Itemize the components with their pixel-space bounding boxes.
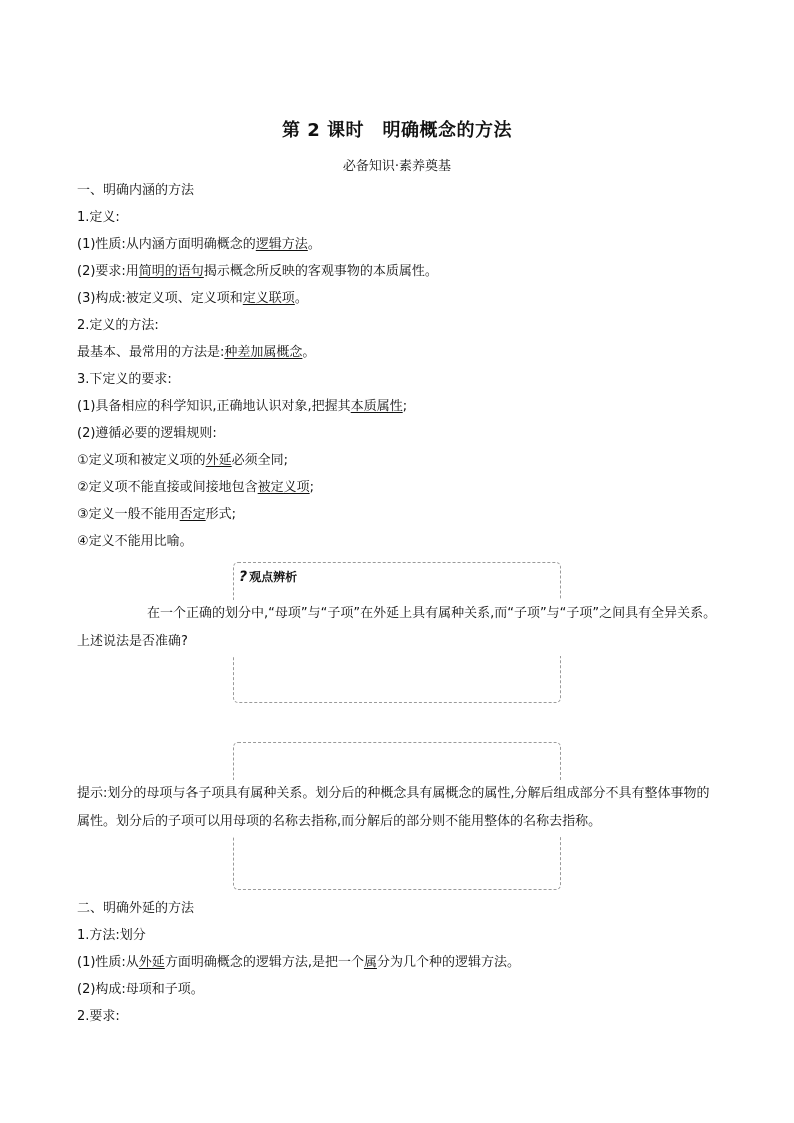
section-heading-intension: 一、明确内涵的方法 (77, 183, 195, 198)
page-subtitle: 必备知识·素养奠基 (342, 159, 452, 174)
text: ; (309, 480, 315, 495)
text: 。 (307, 237, 321, 252)
definition-requirement (77, 264, 438, 280)
definition-method-title: 2.定义的方法: (77, 318, 159, 333)
rule-1 (77, 453, 288, 469)
section-heading-extension: 二、明确外延的方法 (77, 901, 195, 916)
viewpoint-label (239, 568, 297, 585)
text: 观点辨析 (249, 570, 298, 584)
text: 。 (302, 345, 316, 360)
hint-text: 提示:划分的母项与各子项具有属种关系。划分后的种概念具有属概念的属性,分解后组成部分不具有整体事物的属性。划分后的子项可以用母项的名称去指称,而分解后的部分则不能用整体的名称去指称。 (77, 780, 717, 836)
underlined-term: 外延 (138, 955, 165, 970)
text: 形式; (205, 507, 237, 522)
text: 揭示概念所反映的客观事物的本质属性。 (203, 264, 438, 279)
requirement-1 (77, 399, 407, 415)
underlined-term: 否定 (179, 507, 206, 522)
division-requirements-title: 2.要求: (77, 1009, 120, 1024)
rule-4: ④定义不能用比喻。 (77, 534, 193, 549)
text: (2)要求:用 (77, 264, 139, 279)
text: ; (402, 399, 408, 414)
text: ③定义一般不能用 (77, 507, 180, 522)
definition-method (77, 345, 315, 361)
underlined-term: 逻辑方法 (255, 237, 308, 252)
underlined-term: 定义联项 (242, 291, 295, 306)
definition-requirements-title: 3.下定义的要求: (77, 372, 172, 387)
underlined-term: 简明的语句 (138, 264, 204, 279)
text: 方面明确概念的逻辑方法,是把一个 (164, 955, 364, 970)
definition-title: 1.定义: (77, 210, 120, 225)
division-method-title: 1.方法:划分 (77, 928, 146, 943)
text: 。 (294, 291, 308, 306)
underlined-term: 外延 (205, 453, 232, 468)
underlined-term: 种差加属概念 (224, 345, 303, 360)
underlined-term: 被定义项 (257, 480, 310, 495)
underlined-term: 本质属性 (350, 399, 403, 414)
text: ①定义项和被定义项的 (77, 453, 206, 468)
text: 最基本、最常用的方法是: (77, 345, 225, 360)
text: (1)性质:从内涵方面明确概念的 (77, 237, 256, 252)
underlined-term: 属 (363, 955, 377, 970)
division-structure: (2)构成:母项和子项。 (77, 982, 204, 997)
rule-3 (77, 507, 236, 523)
text: (1)性质:从 (77, 955, 139, 970)
rule-2 (77, 480, 314, 496)
text: 分为几个种的逻辑方法。 (376, 955, 520, 970)
division-nature (77, 955, 520, 971)
definition-nature (77, 237, 321, 253)
requirement-2: (2)遵循必要的逻辑规则: (77, 426, 217, 441)
text: ②定义项不能直接或间接地包含 (77, 480, 258, 495)
text: (1)具备相应的科学知识,正确地认识对象,把握其 (77, 399, 351, 414)
definition-structure (77, 291, 308, 307)
text: 必须全同; (231, 453, 289, 468)
viewpoint-question: 在一个正确的划分中,“母项”与“子项”在外延上具有属种关系,而“子项”与“子项”之间具有全异关系。上述说法是否准确? (77, 600, 717, 656)
text: (3)构成:被定义项、定义项和 (77, 291, 243, 306)
question-icon: ? (239, 569, 248, 585)
page-title: 第 2 课时 明确概念的方法 (281, 120, 513, 141)
